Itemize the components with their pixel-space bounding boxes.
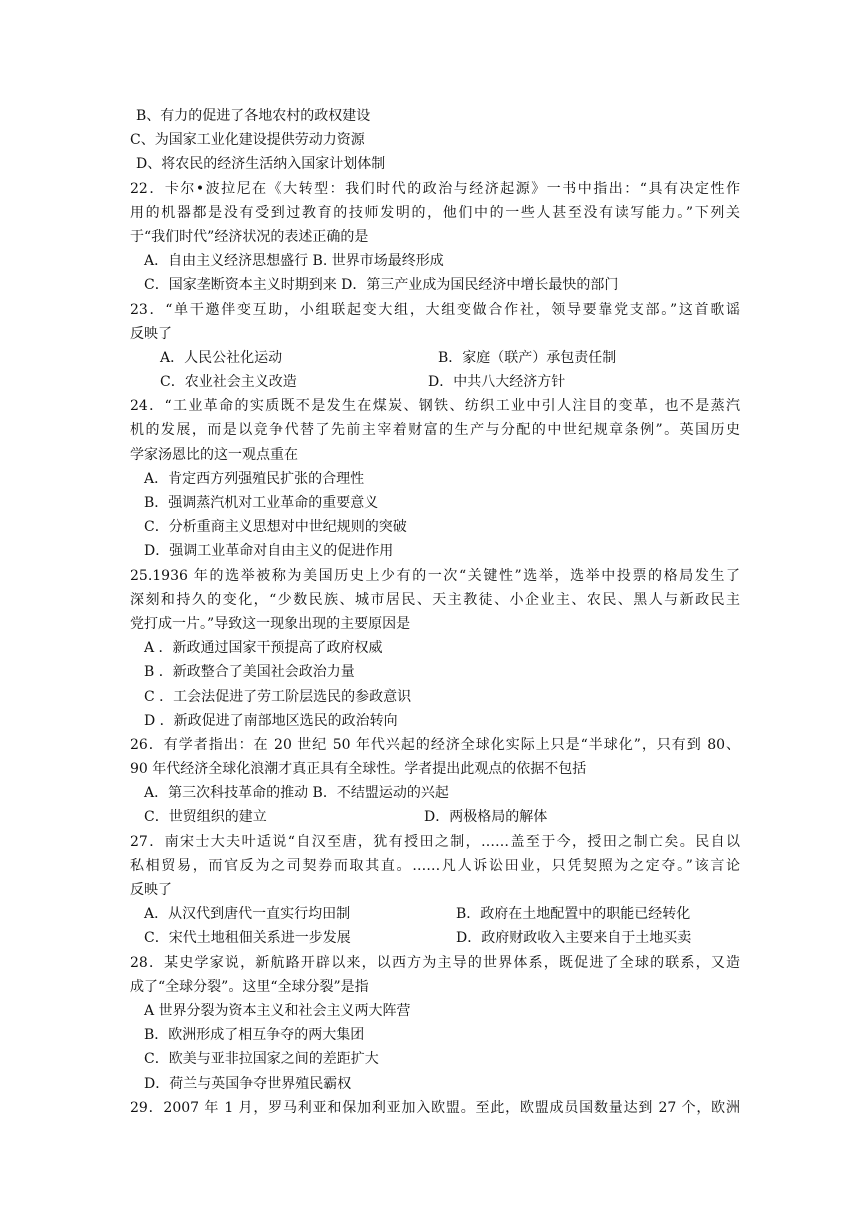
q27-options-ab (130, 902, 740, 926)
q27-stem-line-1: 27．南宋士大夫叶适说“自汉至唐，犹有授田之制，……盖至于今，授田之制亡矣。民自以 (130, 833, 740, 850)
q22-options-ab: A．自由主义经济思想盛行 B. 世界市场最终形成 (144, 253, 444, 270)
q28-option-c: C．欧美与亚非拉国家之间的差距扩大 (144, 1051, 379, 1068)
q23-option-c: C．农业社会主义改造 (160, 374, 297, 391)
q28-option-d: D．荷兰与英国争夺世界殖民霸权 (144, 1075, 352, 1092)
exam-page (130, 104, 740, 1120)
q23-stem-line-2: 反映了 (130, 325, 172, 342)
q21-option-c: C、为国家工业化建设提供劳动力资源 (130, 132, 365, 149)
q25-option-b: B ．新政整合了美国社会政治力量 (144, 664, 355, 681)
q27-options-cd (130, 926, 740, 950)
q26-options-cd (130, 805, 740, 829)
q25-option-a: A ．新政通过国家干预提高了政府权威 (144, 640, 383, 657)
q24-option-b: B．强调蒸汽机对工业革命的重要意义 (144, 495, 379, 511)
q26-option-c: C．世贸组织的建立 (144, 809, 267, 826)
q27-option-b: B．政府在土地配置中的职能已经转化 (456, 906, 691, 923)
q28-option-b: B．欧洲形成了相互争夺的两大集团 (144, 1027, 365, 1044)
q24-stem-line-3: 学家汤恩比的这一观点重在 (130, 446, 298, 463)
q25-stem-line-3: 党打成一片。”导致这一现象出现的主要原因是 (130, 615, 411, 632)
q25-option-d: D ．新政促进了南部地区选民的政治转向 (144, 712, 398, 729)
q26-option-d: D．两极格局的解体 (424, 809, 548, 826)
q21-option-d: D、将农民的经济生活纳入国家计划体制 (136, 156, 386, 173)
q27-option-d: D．政府财政收入主要来自于土地买卖 (456, 930, 692, 947)
q23-options-ab (130, 346, 740, 370)
q25-stem-line-1: 25.1936 年的选举被称为美国历史上少有的一次“关键性”选举，选举中投票的格局发生了 (130, 567, 740, 584)
q29-stem-line-1: 29．2007 年 1 月，罗马利亚和保加利亚加入欧盟。至此，欧盟成员国数量达到 27 个，欧洲 (130, 1099, 740, 1116)
q28-stem-line-1: 28．某史学家说，新航路开辟以来，以西方为主导的世界体系，既促进了全球的联系，又造 (130, 954, 740, 971)
q26-stem-line-2: 90 年代经济全球化浪潮才真正具有全球性。学者提出此观点的依据不包括 (130, 761, 587, 778)
q25-option-c: C ．工会法促进了劳工阶层选民的参政意识 (144, 688, 412, 705)
q23-stem-line-1: 23．“单干邀伴变互助，小组联起变大组，大组变做合作社，领导要靠党支部。”这首歌谣 (130, 301, 740, 318)
q27-option-a: A．从汉代到唐代一直实行均田制 (144, 906, 351, 923)
q23-option-d: D．中共八大经济方针 (428, 374, 566, 391)
q22-stem-line-1: 22．卡尔•波拉尼在《大转型：我们时代的政治与经济起源》一书中指出：“具有决定性作 (130, 180, 740, 197)
q23-option-b: B．家庭（联产）承包责任制 (438, 349, 617, 366)
q22-stem-line-3: 于“我们时代”经济状况的表述正确的是 (130, 228, 369, 245)
q28-option-a: A 世界分裂为资本主义和社会主义两大阵营 (144, 1002, 411, 1019)
q23-options-cd (130, 370, 740, 394)
q24-stem-line-1: 24．“工业革命的实质既不是发生在煤炭、钢铁、纺织工业中引人注目的变革，也不是蒸汽 (130, 398, 740, 415)
q27-option-c: C．宋代土地租佃关系进一步发展 (144, 930, 351, 947)
q24-option-d: D．强调工业革命对自由主义的促进作用 (144, 543, 394, 560)
q23-option-a: A．人民公社化运动 (160, 349, 283, 366)
q25-stem-line-2: 深刻和持久的变化，“少数民族、城市居民、天主教徒、小企业主、农民、黑人与新政民主 (130, 591, 740, 608)
q24-option-c: C．分析重商主义思想对中世纪规则的突破 (144, 519, 407, 536)
q24-option-a: A．肯定西方列强殖民扩张的合理性 (144, 470, 365, 487)
q21-option-b: B、有力的促进了各地农村的政权建设 (136, 108, 371, 124)
q22-options-cd: C．国家垄断资本主义时期到来 D．第三产业成为国民经济中增长最快的部门 (144, 277, 619, 294)
q27-stem-line-2: 私相贸易，而官反为之司契券而取其直。……凡人诉讼田业，只凭契照为之定夺。”该言论 (130, 857, 740, 874)
q22-stem-line-2: 用的机器都是没有受到过教育的技师发明的，他们中的一些人甚至没有读写能力。”下列关 (130, 204, 740, 221)
q26-options-ab: A．第三次科技革命的推动 B．不结盟运动的兴起 (144, 785, 449, 802)
q28-stem-line-2: 成了“全球分裂”。这里“全球分裂”是指 (130, 978, 369, 995)
q24-stem-line-2: 机的发展，而是以竞争代替了先前主宰着财富的生产与分配的中世纪规章条例”。英国历史 (130, 422, 740, 439)
q27-stem-line-3: 反映了 (130, 882, 172, 898)
q26-stem-line-1: 26．有学者指出：在 20 世纪 50 年代兴起的经济全球化实际上只是“半球化”，只有到 80、 (130, 736, 740, 753)
